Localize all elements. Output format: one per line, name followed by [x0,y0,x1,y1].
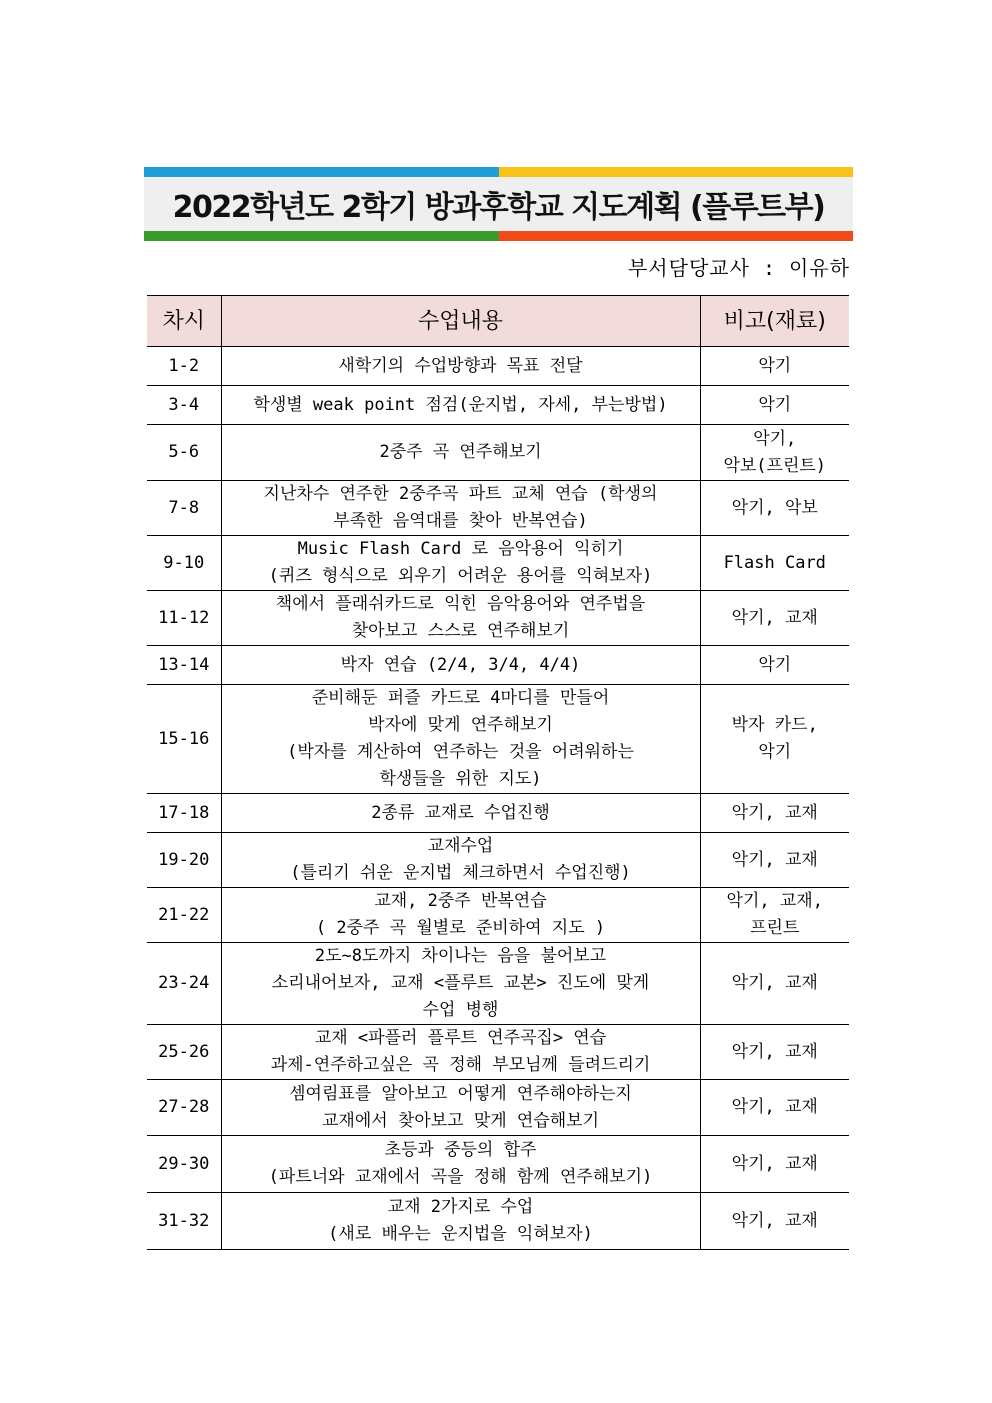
table-row [147,888,849,943]
note-cell: 악기, 악보 [700,481,849,536]
teacher-name: 부서담당교사 : 이유하 [627,256,850,280]
header-content: 수업내용 [221,296,700,347]
session-cell: 11-12 [147,591,221,646]
session-cell: 27-28 [147,1080,221,1136]
session-cell: 21-22 [147,888,221,943]
lesson-plan-table [147,295,849,1250]
session-cell: 7-8 [147,481,221,536]
title-banner [144,167,853,241]
session-cell: 5-6 [147,425,221,481]
table-body [147,347,849,1250]
content-cell: 준비해둔 퍼즐 카드로 4마디를 만들어 박자에 맞게 연주해보기 (박자를 계산하여 연주하는 것을 어려워하는 학생들을 위한 지도) [221,685,700,794]
table-row [147,425,849,481]
content-cell: 교재 <파플러 플루트 연주곡집> 연습 과제-연주하고싶은 곡 정해 부모님께 들려드리기 [221,1025,700,1080]
table-row [147,685,849,794]
note-cell: 악기 [700,347,849,386]
note-cell: 악기, 교재 [700,943,849,1025]
content-cell: 2도~8도까지 차이나는 음을 불어보고 소리내어보자, 교재 <플루트 교본> 진도에 맞게 수업 병행 [221,943,700,1025]
content-cell: 셈여림표를 알아보고 어떻게 연주해야하는지 교재에서 찾아보고 맞게 연습해보기 [221,1080,700,1136]
session-cell: 19-20 [147,833,221,888]
note-cell: 악기, 교재, 프린트 [700,888,849,943]
table-row [147,833,849,888]
yellow-stripe [499,167,854,177]
content-cell: 교재수업 (틀리기 쉬운 운지법 체크하면서 수업진행) [221,833,700,888]
session-cell: 9-10 [147,536,221,591]
content-cell: 지난차수 연주한 2중주곡 파트 교체 연습 (학생의 부족한 음역대를 찾아 반복연습) [221,481,700,536]
table-row [147,481,849,536]
content-cell: 교재, 2중주 반복연습 ( 2중주 곡 월별로 준비하여 지도 ) [221,888,700,943]
session-cell: 29-30 [147,1136,221,1193]
note-cell: 악기 [700,386,849,425]
session-cell: 15-16 [147,685,221,794]
table-header-row [147,296,849,347]
content-cell: 책에서 플래쉬카드로 익힌 음악용어와 연주법을 찾아보고 스스로 연주해보기 [221,591,700,646]
content-cell: 학생별 weak point 점검(운지법, 자세, 부는방법) [221,386,700,425]
title-top-bar [144,167,853,177]
table-row [147,536,849,591]
table-row [147,943,849,1025]
note-cell: 악기, 교재 [700,591,849,646]
table-row [147,646,849,685]
content-cell: 교재 2가지로 수업 (새로 배우는 운지법을 익혀보자) [221,1193,700,1250]
orange-stripe [499,231,854,241]
table-row [147,591,849,646]
note-cell: 악기, 악보(프린트) [700,425,849,481]
table-row [147,794,849,833]
note-cell: 악기, 교재 [700,1193,849,1250]
title-body [144,177,853,231]
table-row [147,347,849,386]
content-cell: 초등과 중등의 합주 (파트너와 교재에서 곡을 정해 함께 연주해보기) [221,1136,700,1193]
content-cell: Music Flash Card 로 음악용어 익히기 (퀴즈 형식으로 외우기 어려운 용어를 익혀보자) [221,536,700,591]
content-cell: 2종류 교재로 수업진행 [221,794,700,833]
content-cell: 2중주 곡 연주해보기 [221,425,700,481]
blue-stripe [144,167,499,177]
session-cell: 31-32 [147,1193,221,1250]
note-cell: 악기, 교재 [700,794,849,833]
note-cell: Flash Card [700,536,849,591]
session-cell: 1-2 [147,347,221,386]
table-row [147,1193,849,1250]
note-cell: 악기, 교재 [700,1080,849,1136]
table-row [147,1080,849,1136]
header-note: 비고(재료) [700,296,849,347]
table-row [147,1136,849,1193]
content-cell: 새학기의 수업방향과 목표 전달 [221,347,700,386]
header-session: 차시 [147,296,221,347]
session-cell: 17-18 [147,794,221,833]
session-cell: 3-4 [147,386,221,425]
green-stripe [144,231,499,241]
note-cell: 악기, 교재 [700,833,849,888]
note-cell: 악기, 교재 [700,1136,849,1193]
page-title: 2022학년도 2학기 방과후학교 지도계획 (플루트부) [172,190,825,225]
note-cell: 박자 카드, 악기 [700,685,849,794]
note-cell: 악기, 교재 [700,1025,849,1080]
session-cell: 23-24 [147,943,221,1025]
table-row [147,1025,849,1080]
note-cell: 악기 [700,646,849,685]
session-cell: 13-14 [147,646,221,685]
content-cell: 박자 연습 (2/4, 3/4, 4/4) [221,646,700,685]
title-bottom-bar [144,231,853,241]
table-row [147,386,849,425]
session-cell: 25-26 [147,1025,221,1080]
